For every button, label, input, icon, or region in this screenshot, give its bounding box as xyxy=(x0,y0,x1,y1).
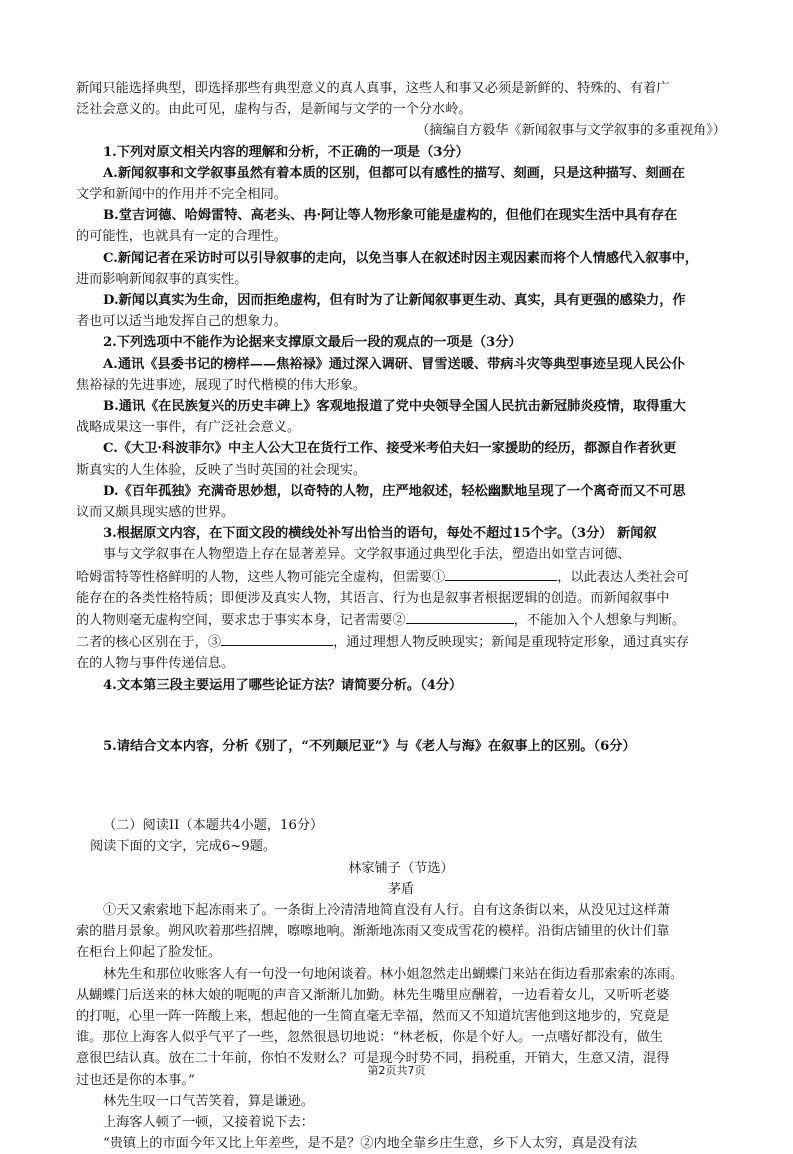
text-line: 哈姆雷特等性格鲜明的人物，这些人物可能完全虚构，但需要① ，以此表达人类社会可 xyxy=(76,566,726,588)
text-line: 新闻只能选择典型，即选择那些有典型意义的真人真事，这些人和事又必须是新鲜的、特殊的、有着广 xyxy=(76,81,670,96)
question-5: 5.请结合文本内容，分析《别了，“不列颠尼亚”》与《老人与海》在叙事上的区别。（6分） xyxy=(103,738,636,754)
paragraph-line: 谁。那位上海客人似乎气平了一些，忽然很恳切地说：“林老板，你是个好人。一点嗜好都没有，做生 xyxy=(76,1030,663,1046)
text-line: 的人物则毫无虚构空间，要求忠于事实本身，记者需要② ，不能加入个人想象与判断。 xyxy=(76,609,726,631)
text-line: 事与文学叙事在人物塑造上存在显著差异。文学叙事通过典型化手法，塑造出如堂吉诃德、 xyxy=(103,547,631,563)
text-line: 文学和新闻中的作用并不完全相同。 xyxy=(76,187,287,203)
text-line: 进而影响新闻叙事的真实性。 xyxy=(76,271,248,287)
text-line: 战略成果这一事件，有广泛社会意义。 xyxy=(76,420,301,436)
text-line: 泛社会意义的。由此可见，虚构与否，是新闻与文学的一个分水岭。 xyxy=(76,102,472,118)
paragraph-line: 索的腊月景象。朔风吹着那些招牌，嚓嚓地响。渐渐地冻雨又变成雪花的模样。沿街店铺里的伙计们靠 xyxy=(76,924,670,940)
question-3: 3.根据原文内容，在下面文段的横线处补写出恰当的语句，每处不超过15个字。（3分） 新闻叙 xyxy=(103,526,657,542)
paragraph-line: 上海客人顿了一顿，又接着说下去： xyxy=(103,1114,314,1130)
page-number: 第2页共7页 xyxy=(367,1064,426,1077)
passage-author: 茅盾 xyxy=(387,881,415,897)
answer-blank-3[interactable] xyxy=(221,631,333,646)
option-b: B.通讯《在民族复兴的历史丰碑上》客观地报道了党中央领导全国人民抗击新冠肺炎疫情，取得重大 xyxy=(103,399,686,415)
question-4: 4.文本第三段主要运用了哪些论证方法？请简要分析。（4分） xyxy=(103,677,463,693)
answer-space xyxy=(76,696,726,736)
paragraph-line: 林先生叹一口气苦笑着，算是谦逊。 xyxy=(103,1093,314,1109)
section-heading: （二）阅读II（本题共4小题，16分） xyxy=(103,818,324,834)
option-c: C.《大卫·科波菲尔》中主人公大卫在货行工作、接受米考伯夫妇一家援助的经历，都源自作者狄更 xyxy=(103,441,677,457)
paragraph-line: ①天又索索地下起冻雨来了。一条街上冷清清地简直没有人行。自有这条街以来，从没见过这样萧 xyxy=(103,902,671,918)
answer-blank-1[interactable] xyxy=(445,566,557,581)
answer-space xyxy=(76,757,726,815)
text-line: 者也可以适当地发挥自己的想象力。 xyxy=(76,314,287,330)
paragraph-line: 林先生和那位收账客人有一句没一句地闲谈着。林小姐忽然走出蝴蝶门来站在街边看那索索的冻雨。 xyxy=(103,966,684,982)
paragraph-line: “贵镇上的市面今年又比上年差些，是不是？②内地全靠乡庄生意，乡下人太穷，真是没有法 xyxy=(103,1136,638,1152)
paragraph-line: 意很巴结认真。放在二十年前，你怕不发财么？可是现今时势不同，捐税重，开销大，生意又清，混得 xyxy=(76,1051,670,1067)
text-line: 议而又颇具现实感的世界。 xyxy=(76,505,235,521)
option-a: A.通讯《县委书记的榜样——焦裕禄》通过深入调研、冒雪送暖、带病斗灾等典型事迹呈现人民公仆 xyxy=(103,356,685,372)
text-line: 的可能性，也就具有一定的合理性。 xyxy=(76,229,287,245)
passage-title: 林家铺子（节选） xyxy=(348,860,454,876)
option-a: A.新闻叙事和文学叙事虽然有着本质的区别，但都可以有感性的描写、刻画，只是这种描写、刻画在 xyxy=(103,165,685,181)
paragraph-line: 过也还是你的本事。” xyxy=(76,1072,195,1088)
paragraph-line: 在柜台上仰起了脸发怔。 xyxy=(76,945,222,961)
text-line: 二者的核心区别在于，③ ，通过理想人物反映现实；新闻是重现特定形象，通过真实存 xyxy=(76,631,726,653)
paragraph-line: 的打呃，心里一阵一阵酸上来，想起他的一生简直毫无幸福，然而又不知道坑害他到这地步的，究竟是 xyxy=(76,1008,670,1024)
question-2: 2.下列选项中不能作为论据来支撑原文最后一段的观点的一项是（3分） xyxy=(103,335,522,351)
source-citation: （摘编自方毅华《新闻叙事与文学叙事的多重视角》） xyxy=(416,123,726,139)
answer-blank-2[interactable] xyxy=(406,609,514,624)
option-b: B.堂吉诃德、哈姆雷特、高老头、冉·阿让等人物形象可能是虚构的，但他们在现实生活中具有存在 xyxy=(103,208,678,224)
option-d: D.新闻以真实为生命，因而拒绝虚构，但有时为了让新闻叙事更生动、真实，具有更强的感染力，作 xyxy=(103,293,686,309)
text-line: 在的人物与事件传递信息。 xyxy=(76,656,235,672)
option-d: D.《百年孤独》充满奇思妙想，以奇特的人物，庄严地叙述，轻松幽默地呈现了一个离奇而又不可思 xyxy=(103,483,686,499)
text-line: 焦裕禄的先进事迹，展现了时代楷模的伟大形象。 xyxy=(76,377,367,393)
option-c: C.新闻记者在采访时可以引导叙事的走向，以免当事人在叙述时因主观因素而将个人情感代入叙事中， xyxy=(103,250,699,266)
paragraph-line: 从蝴蝶门后送来的林大娘的呃呃的声音又渐渐儿加勤。林先生嘴里应酬着，一边看着女儿，又听听老婆 xyxy=(76,987,670,1003)
document-page xyxy=(76,78,726,1154)
text-line: 能存在的各类性格特质；即便涉及真实人物，其语言、行为也是叙事者根据逻辑的创造。而新闻叙事中 xyxy=(76,590,670,606)
instruction: 阅读下面的文字，完成6~9题。 xyxy=(90,839,277,855)
question-1: 1.下列对原文相关内容的理解和分析，不正确的一项是（3分） xyxy=(103,144,469,160)
text-line: 斯真实的人生体验，反映了当时英国的社会现实。 xyxy=(76,462,367,478)
